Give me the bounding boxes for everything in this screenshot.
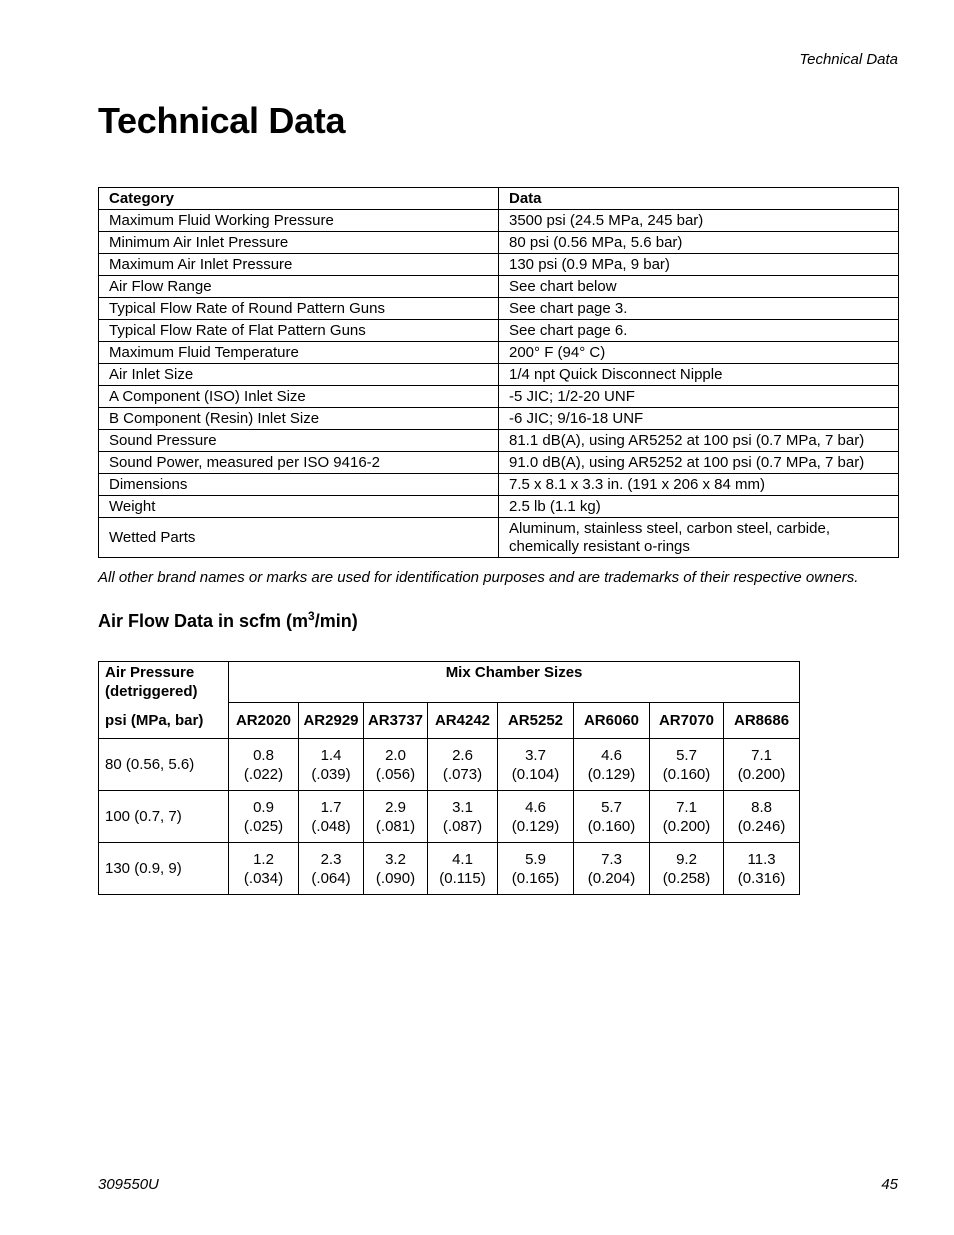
category-cell: Sound Pressure bbox=[99, 430, 499, 452]
flow-value-cell bbox=[498, 843, 574, 895]
flow-value-cell bbox=[498, 739, 574, 791]
flow-value-cell bbox=[299, 791, 364, 843]
flow-m3-per-min: (.081) bbox=[375, 817, 416, 835]
flow-value-cell bbox=[498, 791, 574, 843]
flow-m3-per-min: (.048) bbox=[311, 817, 351, 835]
data-cell: 80 psi (0.56 MPa, 5.6 bar) bbox=[499, 232, 899, 254]
page-number: 45 bbox=[881, 1176, 898, 1193]
category-cell: Typical Flow Rate of Round Pattern Guns bbox=[99, 298, 499, 320]
pressure-header-line: Air Pressure bbox=[105, 664, 195, 681]
mix-chamber-size-header: AR2929 bbox=[299, 703, 364, 739]
flow-value-cell bbox=[574, 739, 650, 791]
flow-value-cell bbox=[428, 843, 498, 895]
flow-m3-per-min: (0.165) bbox=[511, 869, 560, 887]
air-pressure-cell: 130 (0.9, 9) bbox=[99, 843, 229, 895]
data-cell: 81.1 dB(A), using AR5252 at 100 psi (0.7 MPa, 7 bar) bbox=[499, 430, 899, 452]
table-row bbox=[99, 254, 899, 276]
page-title: Technical Data bbox=[98, 100, 346, 141]
trademark-note: All other brand names or marks are used for identification purposes and are trademarks of their respective owners. bbox=[98, 569, 859, 586]
flow-m3-per-min: (0.160) bbox=[662, 765, 711, 783]
data-cell: 130 psi (0.9 MPa, 9 bar) bbox=[499, 254, 899, 276]
air-table-header-row bbox=[99, 662, 800, 703]
data-cell: See chart page 3. bbox=[499, 298, 899, 320]
mix-chamber-size-header: AR3737 bbox=[364, 703, 428, 739]
category-cell: Maximum Fluid Working Pressure bbox=[99, 210, 499, 232]
flow-scfm: 7.1 bbox=[676, 798, 697, 816]
column-header-category: Category bbox=[99, 188, 499, 210]
data-cell: 7.5 x 8.1 x 3.3 in. (191 x 206 x 84 mm) bbox=[499, 474, 899, 496]
table-row bbox=[99, 364, 899, 386]
document-number: 309550U bbox=[98, 1176, 159, 1193]
category-cell: Wetted Parts bbox=[99, 518, 499, 558]
flow-scfm: 3.1 bbox=[452, 798, 473, 816]
table-row bbox=[99, 276, 899, 298]
data-cell: See chart below bbox=[499, 276, 899, 298]
flow-scfm: 1.4 bbox=[320, 746, 342, 764]
flow-m3-per-min: (.039) bbox=[311, 765, 351, 783]
flow-scfm: 4.1 bbox=[452, 850, 473, 868]
flow-value-cell bbox=[229, 791, 299, 843]
flow-value-cell bbox=[299, 843, 364, 895]
data-cell: 3500 psi (24.5 MPa, 245 bar) bbox=[499, 210, 899, 232]
table-row bbox=[99, 298, 899, 320]
technical-data-table bbox=[98, 187, 899, 558]
flow-m3-per-min: (0.200) bbox=[662, 817, 711, 835]
table-row bbox=[99, 232, 899, 254]
category-cell: Air Inlet Size bbox=[99, 364, 499, 386]
category-cell: Dimensions bbox=[99, 474, 499, 496]
running-header: Technical Data bbox=[799, 51, 898, 68]
category-cell: A Component (ISO) Inlet Size bbox=[99, 386, 499, 408]
flow-value-cell bbox=[229, 739, 299, 791]
flow-scfm: 5.7 bbox=[676, 746, 697, 764]
flow-scfm: 11.3 bbox=[747, 850, 776, 868]
table-row bbox=[99, 474, 899, 496]
column-header-data: Data bbox=[499, 188, 899, 210]
category-cell: Air Flow Range bbox=[99, 276, 499, 298]
flow-m3-per-min: (0.104) bbox=[511, 765, 560, 783]
flow-scfm: 7.1 bbox=[751, 746, 772, 764]
flow-value-cell bbox=[364, 843, 428, 895]
flow-m3-per-min: (.064) bbox=[311, 869, 351, 887]
flow-value-cell bbox=[574, 843, 650, 895]
flow-value-cell bbox=[299, 739, 364, 791]
flow-scfm: 5.7 bbox=[601, 798, 622, 816]
data-cell: 200° F (94° C) bbox=[499, 342, 899, 364]
data-cell: 1/4 npt Quick Disconnect Nipple bbox=[499, 364, 899, 386]
flow-m3-per-min: (.056) bbox=[375, 765, 416, 783]
flow-m3-per-min: (.087) bbox=[442, 817, 483, 835]
flow-scfm: 5.9 bbox=[525, 850, 546, 868]
mix-chamber-sizes-header: Mix Chamber Sizes bbox=[229, 662, 800, 703]
flow-value-cell bbox=[428, 739, 498, 791]
flow-scfm: 7.3 bbox=[601, 850, 622, 868]
pressure-header bbox=[99, 662, 229, 739]
mix-chamber-size-header: AR8686 bbox=[724, 703, 800, 739]
air-pressure-cell: 80 (0.56, 5.6) bbox=[99, 739, 229, 791]
flow-m3-per-min: (.073) bbox=[442, 765, 483, 783]
heading-superscript: 3 bbox=[308, 609, 315, 623]
flow-value-cell bbox=[724, 843, 800, 895]
flow-scfm: 1.2 bbox=[253, 850, 274, 868]
table-row bbox=[99, 496, 899, 518]
category-cell: Maximum Fluid Temperature bbox=[99, 342, 499, 364]
flow-value-cell bbox=[574, 791, 650, 843]
mix-chamber-size-header: AR6060 bbox=[574, 703, 650, 739]
table-row bbox=[99, 210, 899, 232]
mix-chamber-size-header: AR2020 bbox=[229, 703, 299, 739]
air-flow-row bbox=[99, 739, 800, 791]
flow-m3-per-min: (.034) bbox=[243, 869, 284, 887]
flow-scfm: 4.6 bbox=[601, 746, 622, 764]
flow-m3-per-min: (0.160) bbox=[587, 817, 636, 835]
data-cell: 2.5 lb (1.1 kg) bbox=[499, 496, 899, 518]
flow-scfm: 4.6 bbox=[525, 798, 546, 816]
flow-scfm: 0.8 bbox=[253, 746, 274, 764]
flow-m3-per-min: (0.246) bbox=[737, 817, 786, 835]
pressure-unit: psi (MPa, bar) bbox=[105, 712, 204, 729]
flow-scfm: 2.6 bbox=[452, 746, 473, 764]
table-row bbox=[99, 430, 899, 452]
heading-text-suffix: /min) bbox=[314, 611, 358, 631]
table-row bbox=[99, 408, 899, 430]
table-row bbox=[99, 320, 899, 342]
air-pressure-cell: 100 (0.7, 7) bbox=[99, 791, 229, 843]
flow-scfm: 9.2 bbox=[676, 850, 697, 868]
data-cell: -6 JIC; 9/16-18 UNF bbox=[499, 408, 899, 430]
heading-text: Air Flow Data in scfm (m bbox=[98, 611, 309, 631]
category-cell: Minimum Air Inlet Pressure bbox=[99, 232, 499, 254]
flow-m3-per-min: (0.316) bbox=[737, 869, 786, 887]
table-row bbox=[99, 518, 899, 558]
flow-value-cell bbox=[650, 791, 724, 843]
table-row bbox=[99, 452, 899, 474]
table-row bbox=[99, 386, 899, 408]
air-flow-row bbox=[99, 843, 800, 895]
flow-value-cell bbox=[724, 791, 800, 843]
table-header-row bbox=[99, 188, 899, 210]
air-flow-heading bbox=[98, 611, 358, 632]
flow-scfm: 1.7 bbox=[320, 798, 342, 816]
flow-scfm: 2.3 bbox=[320, 850, 342, 868]
flow-scfm: 3.7 bbox=[525, 746, 546, 764]
flow-scfm: 2.0 bbox=[385, 746, 406, 764]
category-cell: B Component (Resin) Inlet Size bbox=[99, 408, 499, 430]
flow-value-cell bbox=[650, 739, 724, 791]
flow-m3-per-min: (.022) bbox=[243, 765, 284, 783]
flow-scfm: 8.8 bbox=[751, 798, 772, 816]
category-cell: Maximum Air Inlet Pressure bbox=[99, 254, 499, 276]
flow-m3-per-min: (0.204) bbox=[587, 869, 636, 887]
flow-value-cell bbox=[650, 843, 724, 895]
flow-scfm: 2.9 bbox=[385, 798, 406, 816]
data-cell: 91.0 dB(A), using AR5252 at 100 psi (0.7 MPa, 7 bar) bbox=[499, 452, 899, 474]
mix-chamber-size-header: AR5252 bbox=[498, 703, 574, 739]
flow-m3-per-min: (.090) bbox=[375, 869, 416, 887]
data-line: Aluminum, stainless steel, carbon steel, carbide, bbox=[509, 519, 830, 537]
flow-value-cell bbox=[724, 739, 800, 791]
data-line: chemically resistant o-rings bbox=[509, 537, 690, 555]
air-flow-row bbox=[99, 791, 800, 843]
flow-value-cell bbox=[364, 791, 428, 843]
table-row bbox=[99, 342, 899, 364]
flow-scfm: 0.9 bbox=[253, 798, 274, 816]
flow-m3-per-min: (0.200) bbox=[737, 765, 786, 783]
flow-value-cell bbox=[229, 843, 299, 895]
flow-scfm: 3.2 bbox=[385, 850, 406, 868]
category-cell: Weight bbox=[99, 496, 499, 518]
flow-m3-per-min: (.025) bbox=[243, 817, 284, 835]
data-cell bbox=[499, 518, 899, 558]
category-cell: Sound Power, measured per ISO 9416-2 bbox=[99, 452, 499, 474]
data-cell: See chart page 6. bbox=[499, 320, 899, 342]
mix-chamber-size-header: AR4242 bbox=[428, 703, 498, 739]
category-cell: Typical Flow Rate of Flat Pattern Guns bbox=[99, 320, 499, 342]
flow-value-cell bbox=[428, 791, 498, 843]
flow-m3-per-min: (0.129) bbox=[511, 817, 560, 835]
flow-m3-per-min: (0.129) bbox=[587, 765, 636, 783]
flow-m3-per-min: (0.115) bbox=[439, 869, 486, 887]
pressure-header-line: (detriggered) bbox=[105, 683, 198, 700]
flow-m3-per-min: (0.258) bbox=[662, 869, 711, 887]
air-flow-table bbox=[98, 661, 800, 895]
mix-chamber-size-header: AR7070 bbox=[650, 703, 724, 739]
data-cell: -5 JIC; 1/2-20 UNF bbox=[499, 386, 899, 408]
flow-value-cell bbox=[364, 739, 428, 791]
